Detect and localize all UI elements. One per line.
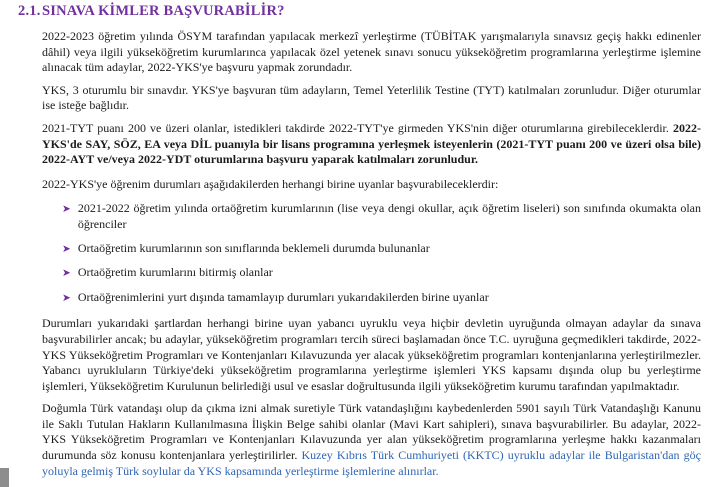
arrow-bullet-icon: ➤ (62, 204, 71, 216)
list-item (62, 290, 701, 307)
section-title: SINAVA KİMLER BAŞVURABİLİR? (42, 3, 285, 19)
paragraph-foreign-nationals: Durumları yukarıdaki şartlardan herhangi birine uyan yabancı uyruklu veya hiçbir devletin uyruğunda olmayan adaylar da sınava başvurabilirler ancak; bu adaylar, yükseköğretim programları tercih süreci başlamadan önce T.C. uyruğuna geçmedikleri takdirde, 2022-YKS Yükseköğretim Programları ve Kontenjanları Kılavuzunda yer alacak yükseköğretim programları kontenjanlarına yerleştirilmezler. Yabancı uyrukluların Türkiye'deki yükseköğretim programlarına yerleştirme işlemleri YKS kapsamı dışında olup bu yerleştirme işlemleri, Yükseköğretim Kurulunun belirlediği usul ve esaslar doğrultusunda ilgili yükseköğretim kurumu tarafından yapılmaktadır. (42, 316, 701, 393)
list-item-text: 2021-2022 öğretim yılında ortaöğretim kurumlarının (lise veya dengi okullar, açık öğretim liseleri) son sınıfında okumakta olan öğrenciler (77, 201, 701, 231)
list-item (62, 265, 701, 282)
page-edge-artifact (0, 468, 9, 487)
list-item-text: Ortaöğrenimlerini yurt dışında tamamlayıp durumları yukarıdakilerden birine uyanlar (77, 289, 489, 304)
list-item (62, 241, 701, 258)
paragraph-exam-sessions: YKS, 3 oturumlu bir sınavdır. YKS'ye başvuran tüm adayların, Temel Yeterlilik Testine (TYT) katılmaları zorunludur. Diğer oturumlar ise isteğe bağlıdır. (42, 82, 701, 113)
text-run-normal: Doğumla Türk vatandaşı olup da çıkma izni almak suretiyle Türk vatandaşlığını kaybedenlerden 5901 sayılı Türk Vatandaşlığı Kanunu ile Saklı Tutulan Hakların Kullanılmasına İlişkin Belge sahibi olanlar (Mavi Kart sahipleri), sınava başvurabilirler. Bu adaylar, 2022-YKS Yükseköğretim Programları ve Kontenjanları Kılavuzunda yer alan yükseköğretim programlarına yerleşme hakkı kazanmaları durumunda söz konusu kontenjanlara yerleştirilirler. (42, 401, 701, 463)
eligibility-list (42, 201, 701, 306)
list-item-text: Ortaöğretim kurumlarını bitirmiş olanlar (77, 265, 273, 280)
arrow-bullet-icon: ➤ (62, 268, 71, 280)
section-number: 2.1. (18, 3, 41, 19)
paragraph-eligibility-intro: 2022-YKS'ye öğrenim durumları aşağıdakilerden herhangi birine uyanlar başvurabileceklerdir: (42, 176, 499, 191)
paragraph-tyt-score-rule (42, 121, 701, 168)
section-heading (18, 3, 701, 20)
text-run-normal: 2021-TYT puanı 200 ve üzeri olanlar, istedikleri takdirde 2022-TYT'ye girmeden YKS'nin diğer oturumlarına girebileceklerdir. (42, 120, 673, 135)
paragraph-application-obligation: 2022-2023 öğretim yılında ÖSYM tarafından yapılacak merkezî yerleştirme (TÜBİTAK yarışmalarıyla sınavsız geçiş hakkı edinenler dâhil) veya ilgili yükseköğretim kurumlarınca yapılacak özel yetenek sınavı sonucu yükseköğretim programlarına yerleştirme işlemine alınacak tüm adaylar, 2022-YKS'ye başvuru yapmak zorundadır. (42, 29, 701, 75)
paragraph-blue-card-holders (42, 401, 701, 479)
arrow-bullet-icon: ➤ (62, 292, 71, 304)
text-run-blue: Kuzey Kıbrıs Türk Cumhuriyeti (KKTC) uyruklu adaylar ile Bulgaristan'dan göç yoluyla gelmiş Türk soylular da YKS kapsamında yerleştirme işlemlerine alınırlar. (42, 448, 701, 478)
arrow-bullet-icon: ➤ (62, 243, 71, 255)
list-item (62, 201, 701, 232)
list-item-text: Ortaöğretim kurumlarının son sınıflarında beklemeli durumda bulunanlar (77, 240, 430, 255)
text-run-bold: 2022-YKS'de SAY, SÖZ, EA veya DİL puanıyla bir lisans programına yerleşmek isteyenlerin (2021-TYT puanı 200 ve üzeri olsa bile) 2022-AYT ve/veya 2022-YDT oturumlarına başvuru yaparak katılmaları zorunludur. (42, 120, 701, 167)
